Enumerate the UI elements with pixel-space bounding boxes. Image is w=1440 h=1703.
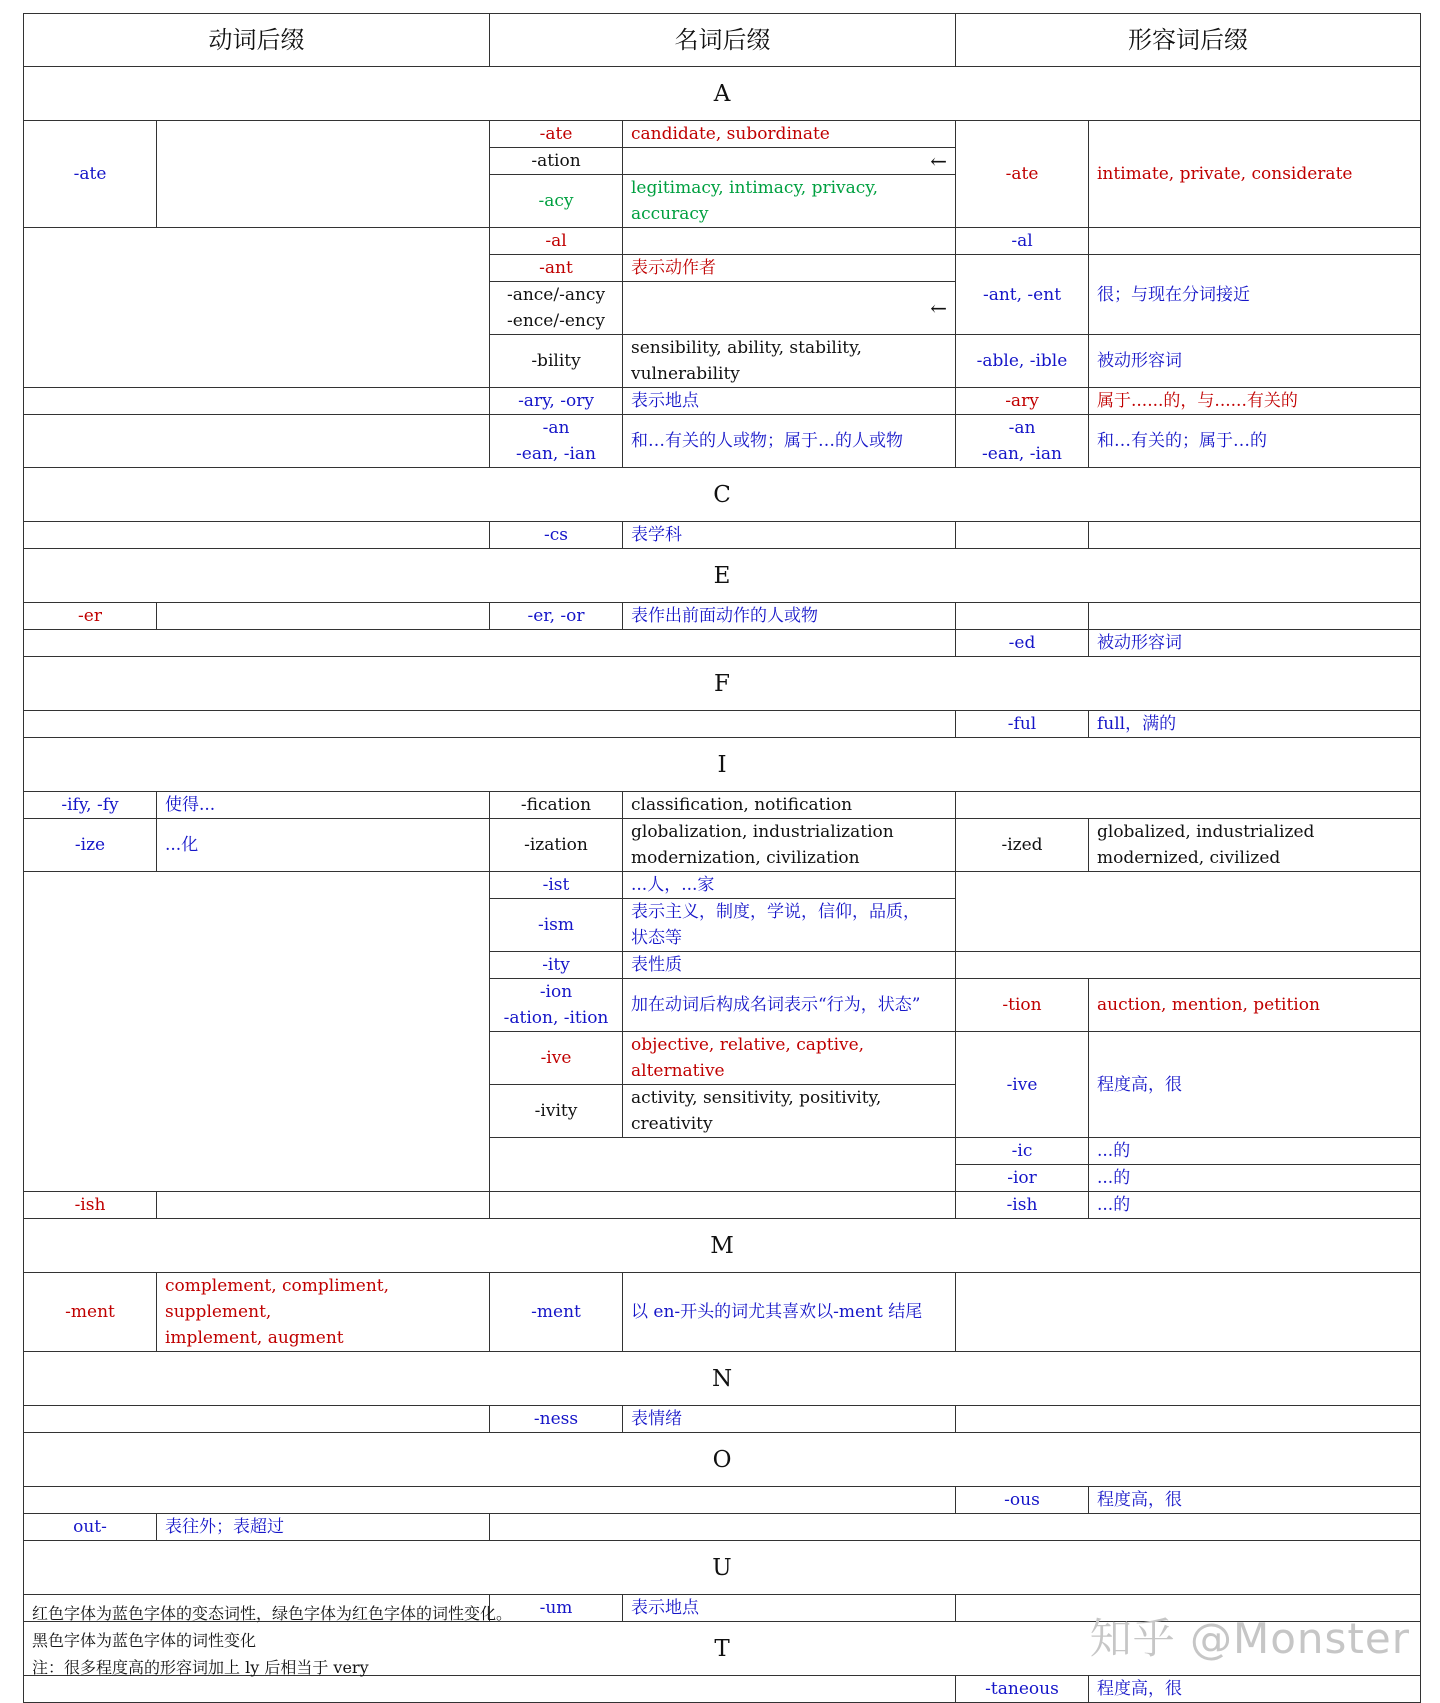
letter-heading: I [24, 738, 1421, 792]
adj-suffix: -ate [956, 121, 1089, 228]
adj-suffix: -tion [956, 979, 1089, 1032]
empty-cell [24, 711, 956, 738]
noun-suffix-line: -an [542, 418, 570, 438]
left-arrow-icon: ← [623, 148, 956, 175]
noun-example [623, 899, 956, 952]
table-row [24, 711, 1421, 738]
letter-heading: A [24, 67, 1421, 121]
noun-example: activity, sensitivity, positivity, creativity [623, 1085, 956, 1138]
adj-example: ...的 [1089, 1165, 1421, 1192]
letter-row-m [24, 1219, 1421, 1273]
noun-example: 表示地点 [623, 388, 956, 415]
letter-heading: N [24, 1352, 1421, 1406]
verb-empty-cell [24, 1406, 490, 1433]
noun-suffix: -er, -or [490, 603, 623, 630]
noun-example [623, 228, 956, 255]
empty-cell [24, 1487, 956, 1514]
adj-empty-cell [956, 952, 1421, 979]
noun-example-line: 状态等 [631, 928, 682, 948]
noun-example: 表情绪 [623, 1406, 956, 1433]
adj-empty-cell [956, 872, 1421, 952]
adj-suffix-line: -an [1008, 418, 1036, 438]
noun-suffix [490, 415, 623, 468]
noun-suffix: -acy [490, 175, 623, 228]
verb-suffix: -ize [24, 819, 157, 872]
verb-example-line: implement, augment [165, 1328, 344, 1348]
adj-example: ...的 [1089, 1138, 1421, 1165]
adj-suffix: -ive [956, 1032, 1089, 1138]
verb-empty-cell [24, 522, 490, 549]
noun-suffix: -ate [490, 121, 623, 148]
adj-empty-cell [956, 1273, 1421, 1352]
adj-empty-cell [956, 1406, 1421, 1433]
letter-heading: F [24, 657, 1421, 711]
noun-suffix: -um [490, 1595, 623, 1622]
adj-example: auction, mention, petition [1089, 979, 1421, 1032]
noun-suffix-line: -ion [539, 982, 573, 1002]
adj-example: full，满的 [1089, 711, 1421, 738]
empty-cell [24, 630, 956, 657]
noun-example-line: globalization, industrialization [631, 822, 894, 842]
verb-suffix: -ment [24, 1273, 157, 1352]
adj-suffix: -ior [956, 1165, 1089, 1192]
adj-suffix: -able, -ible [956, 335, 1089, 388]
zhihu-watermark: 知乎 @Monster [1089, 1614, 1410, 1663]
noun-suffix [490, 979, 623, 1032]
empty-cell [490, 1514, 1421, 1541]
adj-example [1089, 819, 1421, 872]
verb-example [157, 1273, 490, 1352]
adj-suffix: -ized [956, 819, 1089, 872]
verb-empty-cell [24, 415, 490, 468]
letter-row-n [24, 1352, 1421, 1406]
verb-example [157, 121, 490, 228]
noun-suffix: -ive [490, 1032, 623, 1085]
letter-row-u [24, 1541, 1421, 1595]
noun-example: candidate, subordinate [623, 121, 956, 148]
adj-example: 程度高，很 [1089, 1032, 1421, 1138]
noun-example-line: 表示主义，制度，学说，信仰，品质， [631, 902, 920, 922]
table-row [24, 872, 1421, 899]
verb-example [157, 603, 490, 630]
noun-example: sensibility, ability, stability, vulnerability [623, 335, 956, 388]
adj-suffix: -ary [956, 388, 1089, 415]
noun-suffix-header: 名词后缀 [490, 14, 956, 67]
adj-example: 属于......的，与......有关的 [1089, 388, 1421, 415]
noun-suffix: -ism [490, 899, 623, 952]
suffix-table-container [23, 13, 1420, 1703]
noun-suffix-line: -ance/-ancy [506, 285, 606, 305]
verb-suffix: -ate [24, 121, 157, 228]
note-line: 黑色字体为蓝色字体的词性变化 [32, 1631, 257, 1650]
adj-example: 很；与现在分词接近 [1089, 255, 1421, 335]
verb-suffix: -ish [24, 1192, 157, 1219]
left-arrow-icon: ← [623, 282, 956, 335]
letter-row-a [24, 67, 1421, 121]
note-line: 红色字体为蓝色字体的变态词性，绿色字体为红色字体的词性变化。 [32, 1604, 513, 1623]
letter-row-i [24, 738, 1421, 792]
noun-empty-cell [490, 1192, 956, 1219]
noun-example: 表示动作者 [623, 255, 956, 282]
letter-heading: U [24, 1541, 1421, 1595]
noun-suffix: -ment [490, 1273, 623, 1352]
noun-example: objective, relative, captive, alternative [623, 1032, 956, 1085]
noun-suffix: -ation [490, 148, 623, 175]
table-row [24, 1487, 1421, 1514]
noun-suffix [490, 282, 623, 335]
adj-suffix: -ed [956, 630, 1089, 657]
verb-suffix: -ify, -fy [24, 792, 157, 819]
adj-example-line: globalized, industrialized [1097, 822, 1315, 842]
table-row [24, 603, 1421, 630]
noun-example: 表作出前面动作的人或物 [623, 603, 956, 630]
noun-example: 表学科 [623, 522, 956, 549]
verb-example [157, 1192, 490, 1219]
verb-example: 表往外；表超过 [157, 1514, 490, 1541]
note-line: 注：很多程度高的形容词加上 ly 后相当于 very [32, 1658, 369, 1677]
verb-example: 使得... [157, 792, 490, 819]
adj-suffix: -ous [956, 1487, 1089, 1514]
noun-example: 以 en-开头的词尤其喜欢以-ment 结尾 [623, 1273, 956, 1352]
table-row [24, 1192, 1421, 1219]
adj-suffix: -taneous [956, 1676, 1089, 1703]
verb-suffix-header: 动词后缀 [24, 14, 490, 67]
noun-example: ...人，...家 [623, 872, 956, 899]
adj-example: 程度高，很 [1089, 1487, 1421, 1514]
noun-suffix: -ant [490, 255, 623, 282]
verb-example: ...化 [157, 819, 490, 872]
table-row [24, 630, 1421, 657]
adj-example: 被动形容词 [1089, 335, 1421, 388]
verb-suffix: out- [24, 1514, 157, 1541]
noun-suffix: -ivity [490, 1085, 623, 1138]
noun-suffix: -ity [490, 952, 623, 979]
adj-example [1089, 522, 1421, 549]
adj-suffix: -ant, -ent [956, 255, 1089, 335]
noun-example-line: modernization, civilization [631, 848, 860, 868]
verb-example-line: complement, compliment, supplement, [165, 1276, 390, 1322]
letter-heading: O [24, 1433, 1421, 1487]
noun-example: classification, notification [623, 792, 956, 819]
adj-suffix [956, 603, 1089, 630]
adj-example: ...的 [1089, 1192, 1421, 1219]
table-row [24, 792, 1421, 819]
verb-empty-cell [24, 388, 490, 415]
noun-suffix: -ness [490, 1406, 623, 1433]
adj-suffix [956, 522, 1089, 549]
noun-suffix: -cs [490, 522, 623, 549]
adj-suffix [956, 415, 1089, 468]
suffix-table [23, 13, 1421, 1703]
table-row [24, 819, 1421, 872]
noun-example: 表示地点 [623, 1595, 956, 1622]
adj-empty-cell [956, 792, 1421, 819]
noun-suffix-line: -ence/-ency [507, 311, 605, 331]
noun-example: 和…有关的人或物；属于…的人或物 [623, 415, 956, 468]
letter-row-f [24, 657, 1421, 711]
table-row [24, 415, 1421, 468]
letter-heading: T [24, 1622, 1421, 1676]
table-row [24, 1273, 1421, 1352]
table-row [24, 1406, 1421, 1433]
noun-empty-cell [490, 1138, 956, 1192]
noun-example: 表性质 [623, 952, 956, 979]
letter-row-o [24, 1433, 1421, 1487]
header-row [24, 14, 1421, 67]
noun-suffix: -bility [490, 335, 623, 388]
verb-empty-cell [24, 228, 490, 388]
verb-suffix: -er [24, 603, 157, 630]
letter-heading: M [24, 1219, 1421, 1273]
adj-suffix: -ish [956, 1192, 1089, 1219]
adj-suffix: -ful [956, 711, 1089, 738]
noun-suffix: -ist [490, 872, 623, 899]
noun-example: legitimacy, intimacy, privacy, accuracy [623, 175, 956, 228]
letter-heading: E [24, 549, 1421, 603]
adj-suffix-header: 形容词后缀 [956, 14, 1421, 67]
table-row [24, 1514, 1421, 1541]
noun-suffix: -fication [490, 792, 623, 819]
noun-suffix: -ization [490, 819, 623, 872]
letter-row-e [24, 549, 1421, 603]
adj-example: 被动形容词 [1089, 630, 1421, 657]
noun-suffix: -al [490, 228, 623, 255]
table-row [24, 388, 1421, 415]
adj-example: intimate, private, considerate [1089, 121, 1421, 228]
noun-example [623, 819, 956, 872]
legend-notes [32, 1600, 512, 1681]
noun-suffix-line: -ean, -ian [516, 444, 596, 464]
adj-suffix: -al [956, 228, 1089, 255]
adj-example-line: modernized, civilized [1097, 848, 1281, 868]
letter-row-c [24, 468, 1421, 522]
adj-example [1089, 603, 1421, 630]
adj-suffix-line: -ean, -ian [982, 444, 1062, 464]
adj-example: 程度高，很 [1089, 1676, 1421, 1703]
adj-suffix: -ic [956, 1138, 1089, 1165]
letter-heading: C [24, 468, 1421, 522]
verb-empty-cell [24, 872, 490, 1192]
adj-example: 和…有关的；属于…的 [1089, 415, 1421, 468]
noun-suffix-line: -ation, -ition [503, 1008, 609, 1028]
table-row [24, 522, 1421, 549]
noun-suffix: -ary, -ory [490, 388, 623, 415]
noun-example: 加在动词后构成名词表示“行为，状态” [623, 979, 956, 1032]
table-row [24, 228, 1421, 255]
table-row [24, 121, 1421, 148]
adj-example [1089, 228, 1421, 255]
